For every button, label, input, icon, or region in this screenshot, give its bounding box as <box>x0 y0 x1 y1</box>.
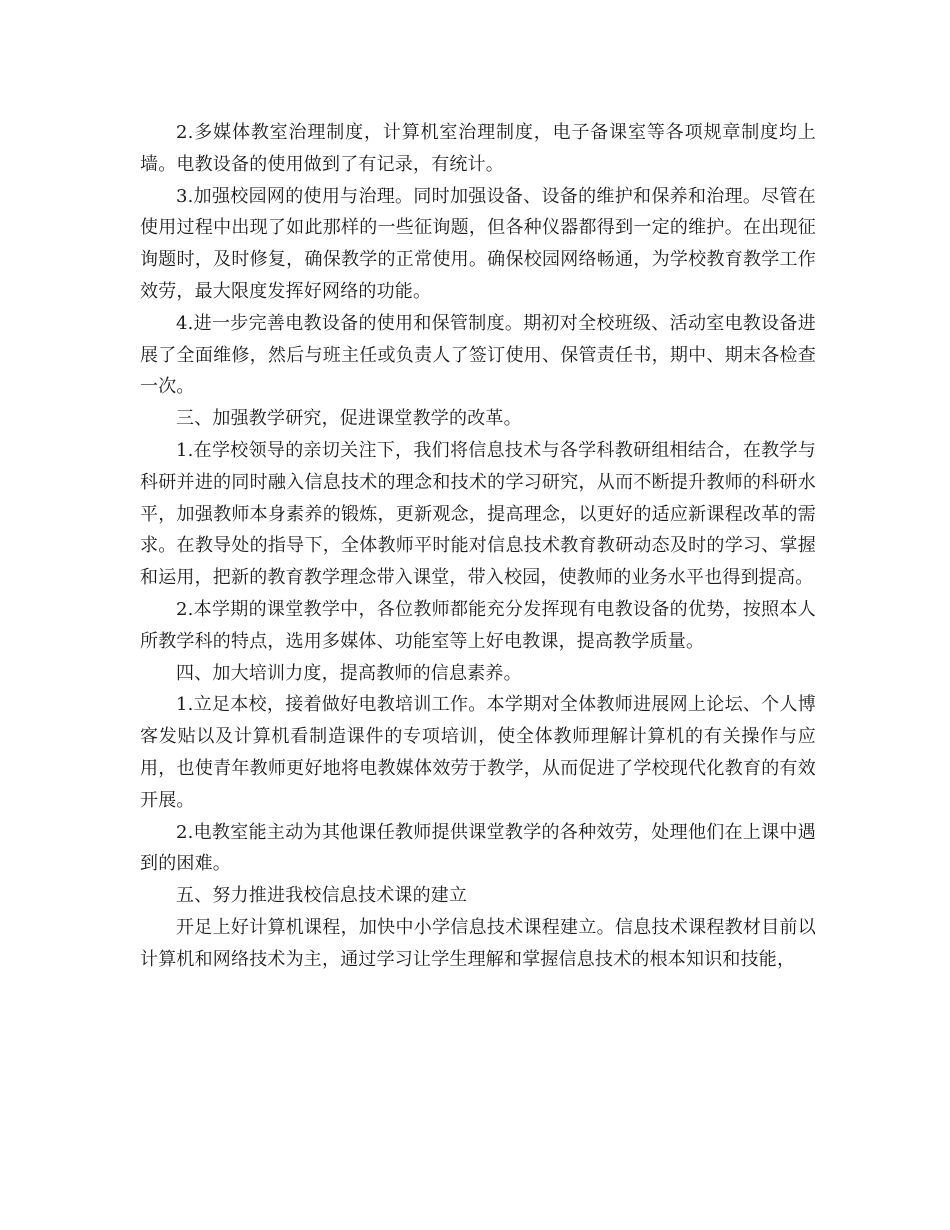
paragraph-it-integration: 1.在学校领导的亲切关注下，我们将信息技术与各学科教研组相结合，在教学与科研并进的同时融入信息技术的理念和技术的学习研究，从而不断提升教师的科研水平，加强教师本身素养的锻炼，更新观念，提高理念，以更好的适应新课程改革的需求。在教导处的指导下，全体教师平时能对信息技术教育教研动态及时的学习、掌握和运用，把新的教育教学理念带入课堂，带入校园，使教师的业务水平也得到提高。 <box>140 439 816 589</box>
document-body <box>140 117 816 976</box>
paragraph-rules-on-wall: 2.多媒体教室治理制度，计算机室治理制度，电子备课室等各项规章制度均上墙。电教设备的使用做到了有记录，有统计。 <box>140 122 816 175</box>
paragraph-computer-course: 开足上好计算机课程，加快中小学信息技术课程建立。信息技术课程教材目前以计算机和网络技术为主，通过学习让学生理解和掌握信息技术的根本知识和技能， <box>140 916 816 970</box>
paragraph-av-room-service: 2.电教室能主动为其他课任教师提供课堂教学的各种效劳，处理他们在上课中遇到的困难。 <box>140 821 816 875</box>
paragraph-equipment-custody: 4.进一步完善电教设备的使用和保管制度。期初对全校班级、活动室电教设备进展了全面维修，然后与班主任或负责人了签订使用、保管责任书，期中、期末各检查一次。 <box>140 312 816 398</box>
paragraph-classroom-teaching: 2.本学期的课堂教学中，各位教师都能充分发挥现有电教设备的优势，按照本人所教学科的特点，选用多媒体、功能室等上好电教课，提高教学质量。 <box>140 598 816 652</box>
paragraph-campus-network: 3.加强校园网的使用与治理。同时加强设备、设备的维护和保养和治理。尽管在使用过程中出现了如此那样的一些征询题，但各种仪器都得到一定的维护。在出现征询题时，及时修复，确保教学的正常使用。确保校园网络畅通，为学校教育教学工作效劳，最大限度发挥好网络的功能。 <box>140 185 816 302</box>
section-heading-it-course: 五、努力推进我校信息技术课的建立 <box>176 885 468 907</box>
section-heading-teaching-research: 三、加强教学研究，促进课堂教学的改革。 <box>176 408 522 430</box>
section-heading-training: 四、加大培训力度，提高教师的信息素养。 <box>176 662 522 684</box>
paragraph-school-training: 1.立足本校，接着做好电教培训工作。本学期对全体教师进展网上论坛、个人博客发贴以及计算机看制造课件的专项培训，使全体教师理解计算机的有关操作与应用，也使青年教师更好地将电教媒体效劳于教学，从而促进了学校现代化教育的有效开展。 <box>140 694 816 811</box>
